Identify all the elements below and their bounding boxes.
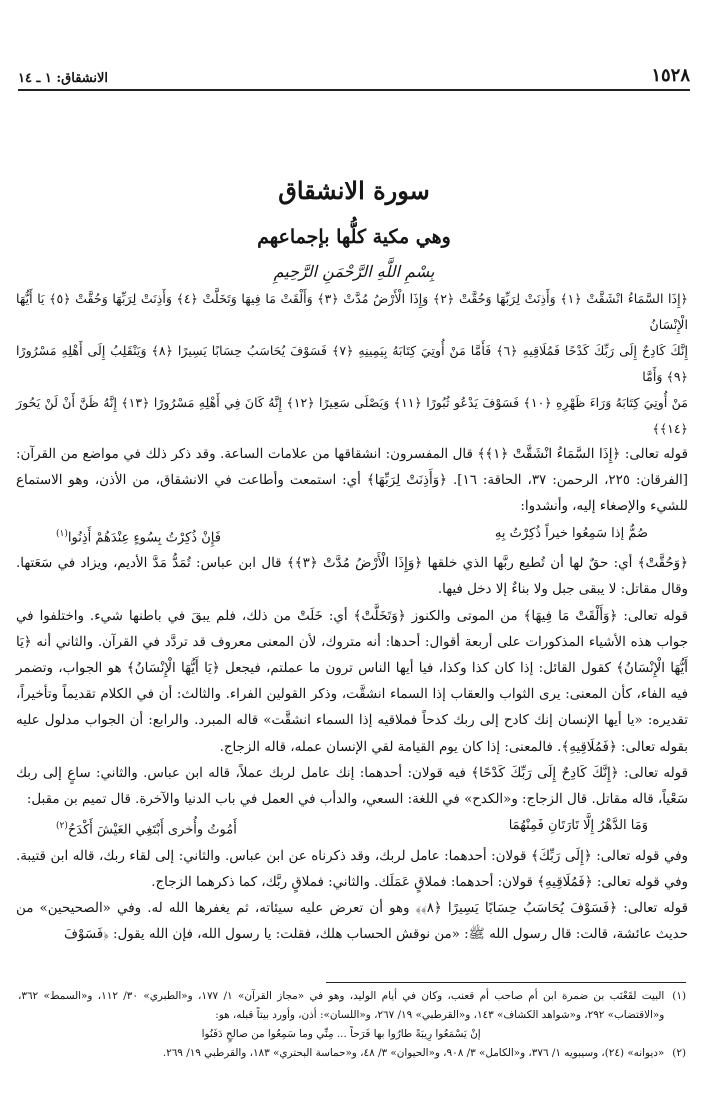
footnote-marker: (٢) [56,821,68,832]
running-header [18,60,690,91]
footnote-number: (٢) [672,1047,686,1059]
poem-hemistich-left: فَإِنْ ذُكِرْتُ بِسُوءٍ عِنْدَهُمْ أَذِنُوا$^{(١)}$ [56,528,221,545]
footnote-text: «ديوانه» (٢٤)، وسيبويه ١/ ٣٧٦، و«الكامل» ٣/ ٩٠٨، و«الحيوان» ٣/ ٤٨، و«حماسة البحتري» ١٨٣، والقرطبي ١٩/ ٢٦٩. [162,1047,665,1059]
poem-hemistich-right: صُمٌّ إذا سَمِعُوا خيراً ذُكِرْتُ بِهِ [494,525,648,541]
commentary-paragraph: وفي قوله تعالى: ﴿إِلَى رَبِّكَ﴾ قولان: أحدهما: عامل لربك، وقد ذكرناه عن ابن عباس. والثاني: إلى لقاء ربك، قاله ابن قتيبة. وفي قوله تعالى: ﴿فَمُلَاقِيهِ﴾ قولان: أحدهما: فملاقٍ عَمَلَك. والثاني: فملاقٍ ربَّك، كما ذكرهما الزجاج. [16,848,688,890]
quran-line: ﴿إِذَا السَّمَاءُ انْشَقَّتْ ﴿١﴾ وَأَذِنَتْ لِرَبِّهَا وَحُقَّتْ ﴿٢﴾ وَإِذَا الْأَرْضُ مُدَّتْ ﴿٣﴾ وَأَلْقَتْ مَا فِيهَا وَتَخَلَّتْ ﴿٤﴾ وَأَذِنَتْ لِرَبِّهَا وَحُقَّتْ ﴿٥﴾ يَا أَيُّهَا الْإِنْسَانُ [16,291,688,332]
footnote-verse: إنْ يَسْمَعُوا رِيبَةً طارُوا بها فَرَحاً ... مِنِّي وما سَمِعُوا من صالحٍ دَفَنُوا [201,1028,481,1040]
surah-subtitle: وهي مكية كلُّها بإجماعهم [257,226,451,248]
footnote-1 [18,987,686,1044]
quran-verses [16,286,688,442]
poem-verse [16,813,688,844]
commentary-paragraph: قوله تعالى: ﴿فَسَوْفَ يُحَاسَبُ حِسَابًا يَسِيرًا ﴿٨﴾﴾ وهو أن تعرض عليه سيئاته، ثم يغفرها الله له. وفي «الصحيحين» من حديث عائشة، قالت: قال رسول الله ﷺ: «من نوقش الحساب هلك، فقلت: يا رسول الله، فإن الله يقول: ﴿فَسَوْفَ [16,901,688,943]
basmala: بِسْمِ اللَّهِ الرَّحْمَنِ الرَّحِيمِ [273,262,435,281]
poem-hemistich-right: وَمَا الدَّهْرُ إِلَّا تَارَتَانِ فَمِنْهُمَا [508,818,648,834]
footnote-marker: (١) [56,528,68,539]
commentary-paragraph: قوله تعالى: ﴿وَأَلْقَتْ مَا فِيهَا﴾ من الموتى والكنوز ﴿وَتَخَلَّتْ﴾ أي: خَلَتْ من ذلك، فلم يبقَ في باطنها شيء. واختلفوا في جواب هذه الأشياء المذكورات على أربعة أقوال: أحدها: أنه متروك، لأن المعنى معروف قد تردَّد في القرآن. والثاني أنه ﴿يَا أَيُّهَا الْإِنْسَانُ﴾ كقول القائل: إذا كان كذا وكذا، فيا أيها الناس ترون ما عملتم، فيجعل ﴿يَا أَيُّهَا الْإِنْسَانُ﴾ هو الجواب، وتضمر فيه الفاء، كأن المعنى: يرى الثواب والعقاب إذا السماء انشقَّت، وذكر القولين الفراء. والثالث: أن في الكلام تقديماً وتأخيراً، تقديره: «يا أيها الإنسان إنك كادح إلى ربك كدحاً فملاقيه إذا السماء انشقَّت» قاله المبرد. والرابع: أن الجواب مدلول عليه بقوله تعالى: ﴿فَمُلَاقِيهِ﴾. فالمعنى: إذا كان يوم القيامة لقي الإنسان عمله، قاله الزجاج. [16,608,688,755]
commentary-paragraph: قوله تعالى: ﴿إِنَّكَ كَادِحٌ إِلَى رَبِّكَ كَدْحًا﴾ فيه قولان: أحدهما: إنك عامل لربك عملاً، قاله ابن عباس. والثاني: ساعٍ إلى ربك سَعْياً، قاله مقاتل. قال الزجاج: و«الكدح» في اللغة: السعي، والدأب في العمل في باب الدنيا والآخرة. قال تميم بن مقبل: [16,765,688,807]
footnotes [18,982,686,1063]
quran-line: مَنْ أُوتِيَ كِتَابَهُ وَرَاءَ ظَهْرِهِ ﴿١٠﴾ فَسَوْفَ يَدْعُو ثُبُورًا ﴿١١﴾ وَيَصْلَى سَعِيرًا ﴿١٢﴾ إِنَّهُ كَانَ فِي أَهْلِهِ مَسْرُورًا ﴿١٣﴾ إِنَّهُ ظَنَّ أَنْ لَنْ يَحُورَ ﴿١٤﴾﴾ [16,395,688,436]
page-number: ١٥٢٨ [651,65,690,86]
quran-line: إِنَّكَ كَادِحٌ إِلَى رَبِّكَ كَدْحًا فَمُلَاقِيهِ ﴿٦﴾ فَأَمَّا مَنْ أُوتِيَ كِتَابَهُ بِيَمِينِهِ ﴿٧﴾ فَسَوْفَ يُحَاسَبُ حِسَابًا يَسِيرًا ﴿٨﴾ وَيَنْقَلِبُ إِلَى أَهْلِهِ مَسْرُورًا ﴿٩﴾ وَأَمَّا [16,343,689,384]
footnote-text: البيت لقَعْنَب بن ضمرة ابن أم صاحب أم قعنب، وكان في أيام الوليد، وهو في «مجاز القرآن» ١/ ١٧٧، و«الطبري» ٣٠/ ١١٢، و«السمط» ٣٦٢، و«الاقتضاب» ٢٩٢، و«شواهد الكشاف» ١٤٣، و«القرطبي» ١٩/ ٢٦٧، و«اللسان»: أذن، وأورد بيتاً قبله، هو: [18,990,665,1021]
footnote-divider [326,982,686,983]
poem-hemistich-left: أَمُوتُ وأُخرى أَبْتَغِي العَيْشَ أَكْدَحُ$^{(٢)}$ [56,821,237,838]
running-title: الانشقاق: ١ ـ ١٤ [18,71,109,86]
commentary-paragraph: ﴿وَحُقَّتْ﴾ أي: حقٌ لها أن تُطيع ربَّها الذي خلقها ﴿وَإِذَا الْأَرْضُ مُدَّتْ ﴿٣﴾﴾ قال ابن عباس: تُمَدُّ مَدَّ الأديم، ويزاد في سَعَتها. وقال مقاتل: لا يبقى جبل ولا بناءٌ إلا دخل فيها. [16,556,688,598]
footnote-number: (١) [672,990,686,1002]
body-text [16,286,688,949]
commentary-paragraph: قوله تعالى: ﴿إِذَا السَّمَاءُ انْشَقَّتْ ﴿١﴾﴾ قال المفسرون: انشقاقها من علامات الساعة. وقد ذكر ذلك في مواضع من القرآن: [الفرقان: ٢٢٥، الرحمن: ٣٧، الحاقة: ١٦]. ﴿وَأَذِنَتْ لِرَبِّهَا﴾ أي: استمعت وأطاعت في الانشقاق، من الأذن، وهو الاستماع للشيء والإصغاء إليه، وأنشدوا: [16,447,689,515]
surah-title: سورة الانشقاق [278,176,430,205]
poem-verse [16,521,688,552]
footnote-2 [18,1044,686,1063]
